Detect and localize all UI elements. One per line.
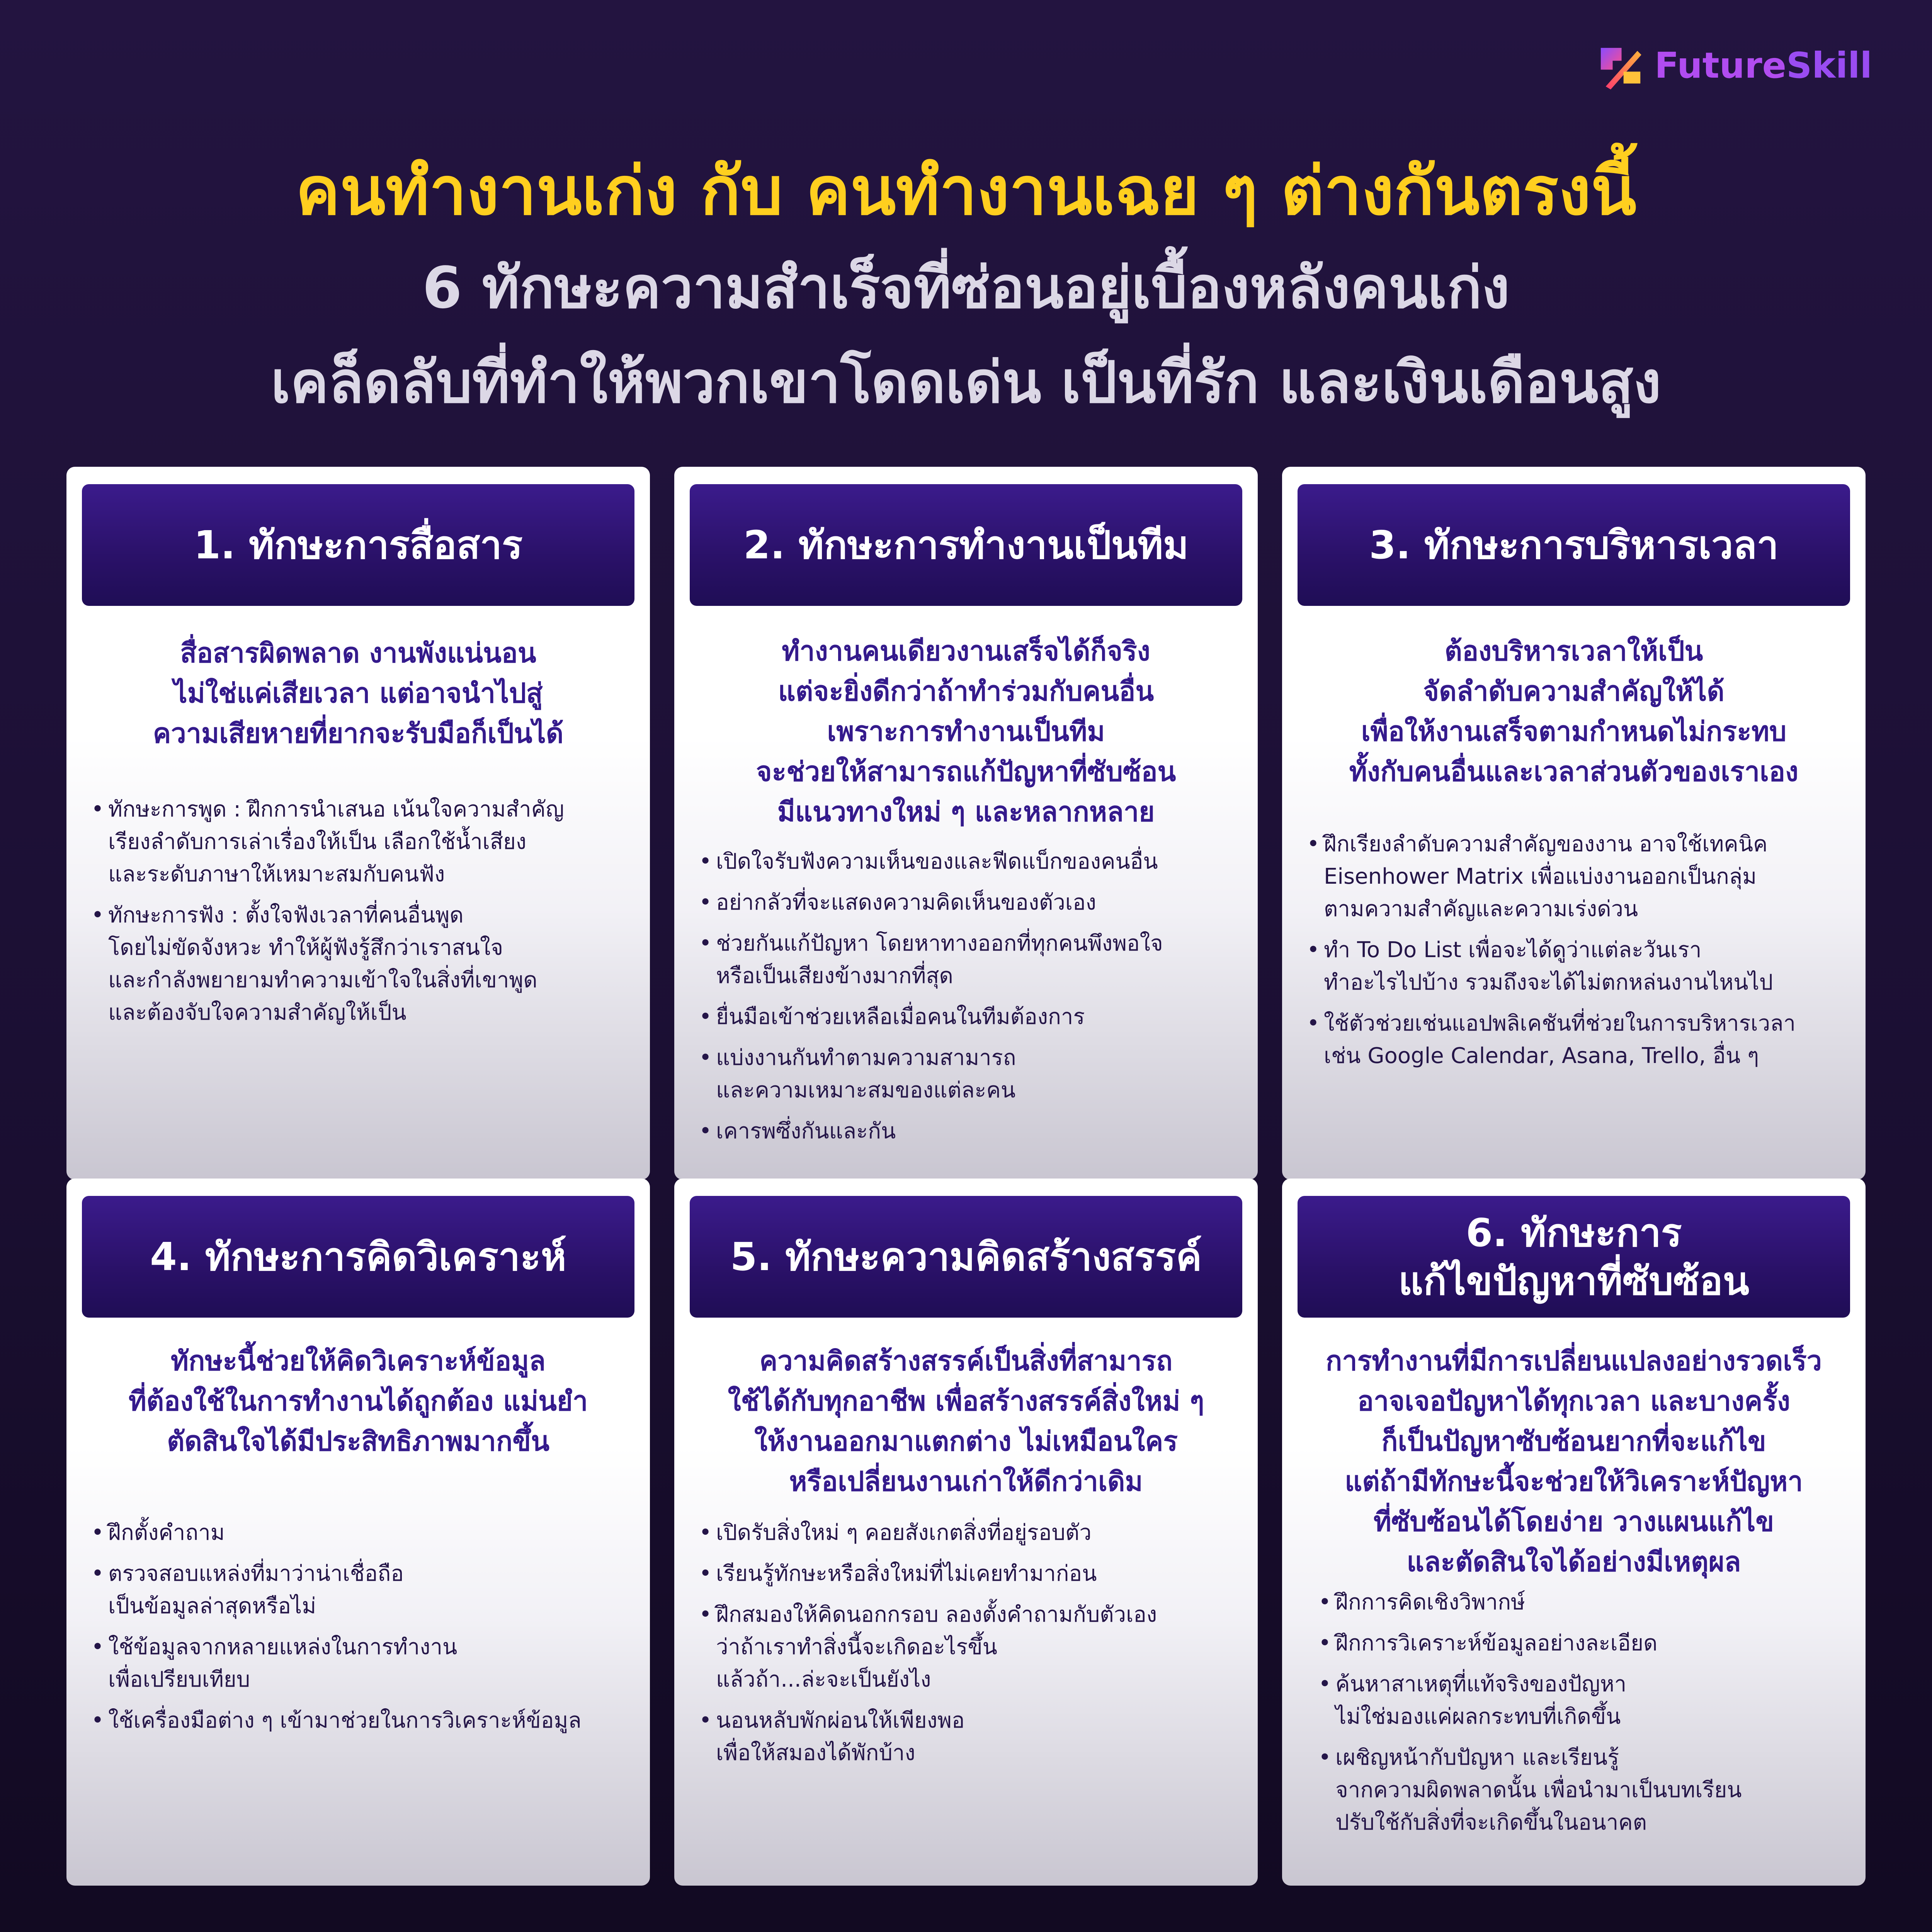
- bullet-item: • ค้นหาสาเหตุที่แท้จริงของปัญหา ไม่ใช่มองแค่ผลกระทบที่เกิดขึ้น: [1317, 1668, 1866, 1733]
- bullet-item: • ฝึกสมองให้คิดนอกกรอบ ลองตั้งคำถามกับตัวเอง ว่าถ้าเราทำสิ่งนี้จะเกิดอะไรขึ้น แล้วถ้า...ล่ะจะเป็นยังไง: [697, 1599, 1246, 1696]
- bullet-list: [1317, 1586, 1866, 1847]
- headline-main: คนทำงานเก่ง กับ คนทำงานเฉย ๆ ต่างกันตรงนี้: [296, 152, 1636, 230]
- bullet-item: • ฝึกตั้งคำถาม: [90, 1517, 638, 1549]
- skill-card-creativity: [674, 1179, 1258, 1886]
- futureskill-logo-icon: [1596, 41, 1645, 90]
- bullet-item: • ฝึกการคิดเชิงวิพากษ์: [1317, 1586, 1866, 1619]
- bullet-list: [90, 793, 638, 1037]
- bullet-item: • ใช้ตัวช่วยเช่นแอปพลิเคชันที่ช่วยในการบริหารเวลา เช่น Google Calendar, Asana, Trello, อื่น ๆ: [1305, 1007, 1854, 1072]
- card-title: 6. ทักษะการ แก้ไขปัญหาที่ซับซ้อน: [1298, 1196, 1850, 1318]
- card-intro: สื่อสารผิดพลาด งานพังแน่นอน ไม่ใช่แค่เสียเวลา แต่อาจนำไปสู่ ความเสียหายที่ยากจะรับมือก็เป็นได้: [153, 637, 564, 749]
- card-intro: ทักษะนี้ช่วยให้คิดวิเคราะห์ข้อมูล ที่ต้องใช้ในการทำงานได้ถูกต้อง แม่นยำ ตัดสินใจได้มีประสิทธิภาพมากขึ้น: [128, 1345, 588, 1457]
- bullet-item: • ฝึกเรียงลำดับความสำคัญของงาน อาจใช้เทคนิค Eisenhower Matrix เพื่อแบ่งงานออกเป็นกลุ่ม ตามความสำคัญและความเร่งด่วน: [1305, 828, 1854, 925]
- card-title: 5. ทักษะความคิดสร้างสรรค์: [690, 1196, 1242, 1318]
- bullet-item: • เคารพซึ่งกันและกัน: [697, 1115, 1246, 1148]
- skill-card-complex-problem-solving: [1282, 1179, 1866, 1886]
- card-intro: ทำงานคนเดียวงานเสร็จได้ก็จริง แต่จะยิ่งดีกว่าถ้าทำร่วมกับคนอื่น เพราะการทำงานเป็นทีม จะช่วยให้สามารถแก้ปัญหาที่ซับซ้อน มีแนวทางใหม่ ๆ และหลากหลาย: [756, 635, 1176, 828]
- bullet-item: • ใช้เครื่องมือต่าง ๆ เข้ามาช่วยในการวิเคราะห์ข้อมูล: [90, 1704, 638, 1737]
- bullet-item: • เปิดใจรับฟังความเห็นของและฟีดแบ็กของคนอื่น: [697, 845, 1246, 878]
- card-intro: ความคิดสร้างสรรค์เป็นสิ่งที่สามารถ ใช้ได้กับทุกอาชีพ เพื่อสร้างสรรค์สิ่งใหม่ ๆ ให้งานออกมาแตกต่าง ไม่เหมือนใคร หรือเปลี่ยนงานเก่าให้ดีกว่าเดิม: [728, 1345, 1204, 1497]
- skill-card-analytical-thinking: [66, 1179, 650, 1886]
- bullet-item: • ฝึกการวิเคราะห์ข้อมูลอย่างละเอียด: [1317, 1627, 1866, 1660]
- bullet-item: • ทักษะการพูด : ฝึกการนำเสนอ เน้นใจความสำคัญ เรียงลำดับการเล่าเรื่องให้เป็น เลือกใช้น้ำเสียง และระดับภาษาให้เหมาะสมกับคนฟัง: [90, 793, 638, 891]
- skill-card-communication: [66, 467, 650, 1180]
- card-title: 3. ทักษะการบริหารเวลา: [1298, 484, 1850, 606]
- card-title: 4. ทักษะการคิดวิเคราะห์: [82, 1196, 634, 1318]
- card-intro: ต้องบริหารเวลาให้เป็น จัดลำดับความสำคัญให้ได้ เพื่อให้งานเสร็จตามกำหนดไม่กระทบ ทั้งกับคนอื่นและเวลาส่วนตัวของเราเอง: [1349, 635, 1799, 787]
- bullet-item: • ตรวจสอบแหล่งที่มาว่าน่าเชื่อถือ เป็นข้อมูลล่าสุดหรือไม่: [90, 1558, 638, 1622]
- bullet-item: • เรียนรู้ทักษะหรือสิ่งใหม่ที่ไม่เคยทำมาก่อน: [697, 1558, 1246, 1590]
- headline-sub-1: 6 ทักษะความสำเร็จที่ซ่อนอยู่เบื้องหลังคนเก่ง: [422, 255, 1510, 321]
- headline-sub-2: เคล็ดลับที่ทำให้พวกเขาโดดเด่น เป็นที่รัก และเงินเดือนสูง: [270, 349, 1662, 416]
- bullet-list: [697, 845, 1246, 1156]
- bullet-item: • อย่ากลัวที่จะแสดงความคิดเห็นของตัวเอง: [697, 886, 1246, 919]
- bullet-list: [697, 1517, 1246, 1778]
- brand-name: [1655, 45, 1872, 86]
- bullet-item: • ยื่นมือเข้าช่วยเหลือเมื่อคนในทีมต้องการ: [697, 1001, 1246, 1033]
- brand-name-part1: Future: [1655, 45, 1787, 86]
- bullet-item: • ทักษะการฟัง : ตั้งใจฟังเวลาที่คนอื่นพูด โดยไม่ขัดจังหวะ ทำให้ผู้ฟังรู้สึกว่าเราสนใจ และกำลังพยายามทำความเข้าใจในสิ่งที่เขาพูด และต้องจับใจความสำคัญให้เป็น: [90, 899, 638, 1029]
- skill-card-teamwork: [674, 467, 1258, 1180]
- bullet-item: • ใช้ข้อมูลจากหลายแหล่งในการทำงาน เพื่อเปรียบเทียบ: [90, 1631, 638, 1696]
- bullet-list: [90, 1517, 638, 1745]
- bullet-item: • ช่วยกันแก้ปัญหา โดยหาทางออกที่ทุกคนพึงพอใจ หรือเป็นเสียงข้างมากที่สุด: [697, 927, 1246, 992]
- bullet-item: • แบ่งงานกันทำตามความสามารถ และความเหมาะสมของแต่ละคน: [697, 1042, 1246, 1107]
- bullet-item: • ทำ To Do List เพื่อจะได้ดูว่าแต่ละวันเรา ทำอะไรไปบ้าง รวมถึงจะได้ไม่ตกหล่นงานไหนไป: [1305, 934, 1854, 999]
- skill-card-time-management: [1282, 467, 1866, 1180]
- brand-name-part2: Skill: [1786, 45, 1872, 86]
- card-title: 2. ทักษะการทำงานเป็นทีม: [690, 484, 1242, 606]
- card-title: 1. ทักษะการสื่อสาร: [82, 484, 634, 606]
- bullet-item: • เปิดรับสิ่งใหม่ ๆ คอยสังเกตสิ่งที่อยู่รอบตัว: [697, 1517, 1246, 1549]
- card-intro: การทำงานที่มีการเปลี่ยนแปลงอย่างรวดเร็ว อาจเจอปัญหาได้ทุกเวลา และบางครั้ง ก็เป็นปัญหาซับซ้อนยากที่จะแก้ไข แต่ถ้ามีทักษะนี้จะช่วยให้วิเคราะห์ปัญหา ที่ซับซ้อนได้โดยง่าย วางแผนแก้ไข และตัดสินใจได้อย่างมีเหตุผล: [1325, 1345, 1822, 1578]
- bullet-list: [1305, 828, 1854, 1081]
- futureskill-logo: [1596, 39, 1889, 93]
- bullet-item: • เผชิญหน้ากับปัญหา และเรียนรู้ จากความผิดพลาดนั้น เพื่อนำมาเป็นบทเรียน ปรับใช้กับสิ่งที่จะเกิดขึ้นในอนาคต: [1317, 1742, 1866, 1839]
- bullet-item: • นอนหลับพักผ่อนให้เพียงพอ เพื่อให้สมองได้พักบ้าง: [697, 1704, 1246, 1769]
